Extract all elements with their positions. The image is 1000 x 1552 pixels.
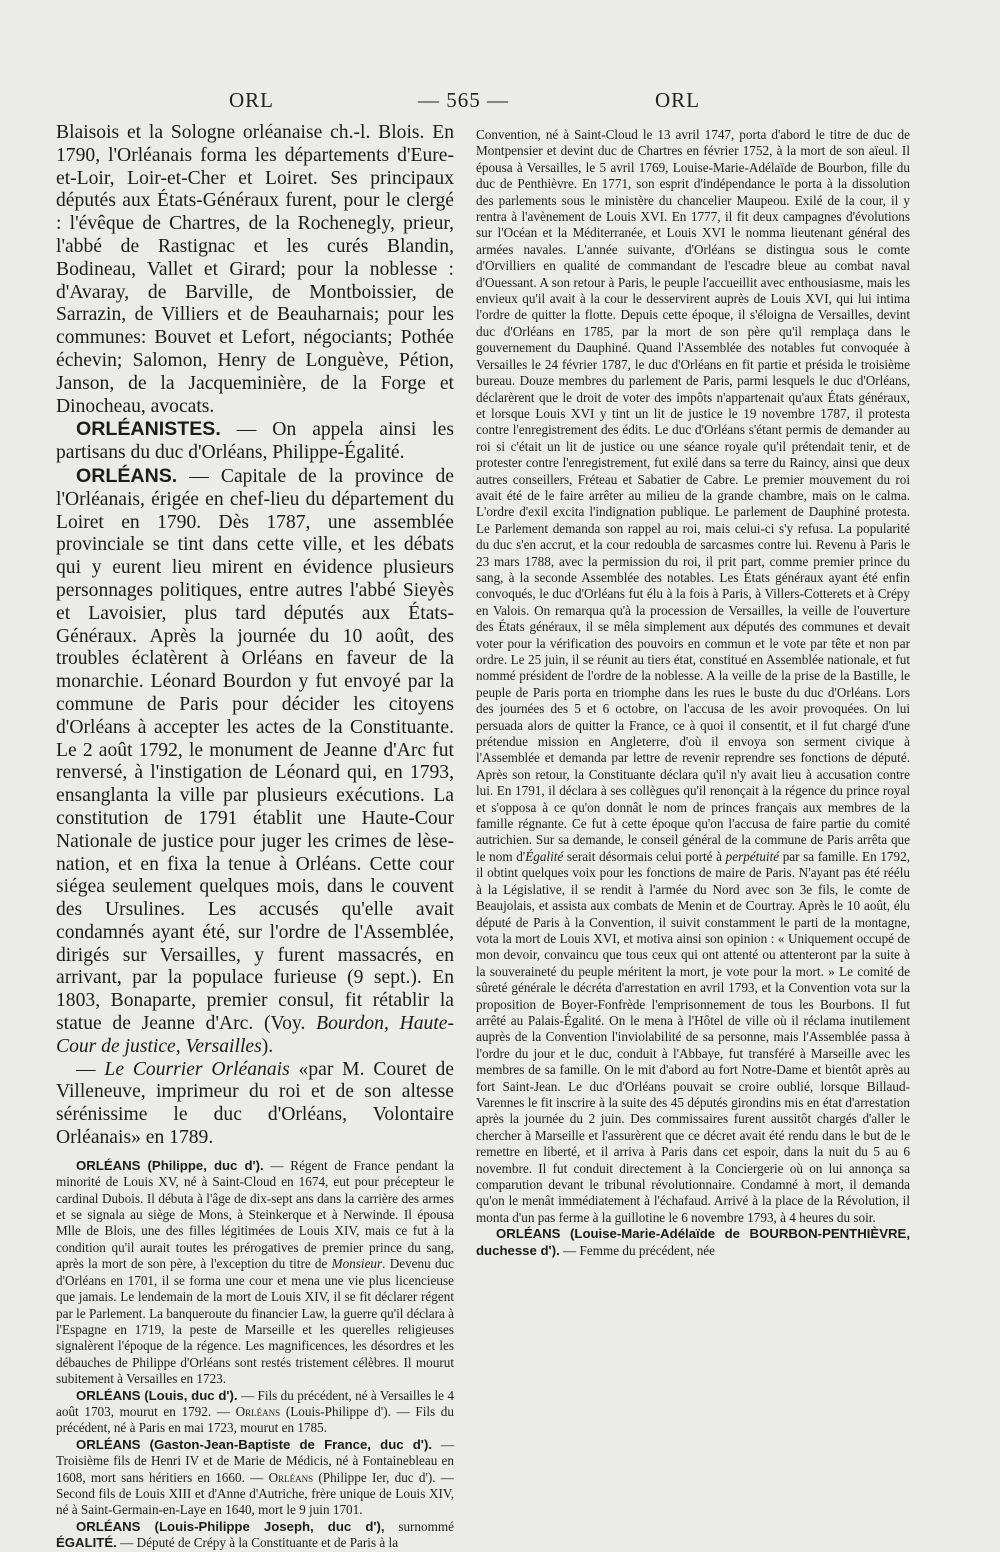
entry-philippe-regent: ORLÉANS (Philippe, duc d'). — Régent de France pendant la minorité de Louis XV, né à Saint-Cloud en 1674, eut pour précepteur le cardinal Dubois. Il débuta à l'âge de dix-sept ans dans la carrière des armes et se signala au siège de Mons, à Steinkerque et à Nerwinde. Il épousa Mlle de Blois, une des filles légitimées de Louis XIV, mais ce fut à la condition qu'il aurait toutes les prérogatives de premier prince du sang, après la mort de son père, à l'exception du titre de Monsieur. Devenu duc d'Orléans en 1701, il se forma une cour et mena une vie plus licencieuse que jamais. Le lendemain de la mort de Louis XIV, il se fit déclarer régent par le Parlement. La banqueroute du financier Law, la guerre qu'il déclara à l'Espagne en 1719, la peste de Marseille et les querelles religieuses signalèrent l'époque de la régence. Les magnificences, les désordres et les débauches de Philippe d'Orléans sont restés tristement célèbres. Il mourut subitement à Versailles en 1723. [56, 1157, 454, 1387]
entry-philippe-egalite-continued: Convention, né à Saint-Cloud le 13 avril 1747, porta d'abord le titre de duc de Montpensier et devint duc de Chartres en février 1752, à la mort de son aïeul. Il épousa à Versailles, le 5 avril 1769, Louise-Marie-Adélaïde de Bourbon, fille du duc de Penthièvre. En 1771, son esprit d'indépendance le porta à la dissolution des parlements sous le ministère du chancelier Maupeou. Exilé de la cour, il y rentra à l'avènement de Louis XVI. En 1777, il fit deux campagnes d'évolutions sur l'Océan et la Méditerranée, et Louis XVI le nomma lieutenant général des armées navales. L'année suivante, d'Orléans se distingua sous le comte d'Orvilliers en qualité de commandant de l'escadre bleue au combat naval d'Ouessant. A son retour à Paris, le peuple l'accueillit avec enthousiasme, mais les envieux qu'il avait à la cour le desservirent auprès de Louis XVI, qui lui intima l'ordre de quitter la flotte. Depuis cette époque, il s'éloigna de Versailles, devint duc d'Orléans en 1785, par la mort de son père qu'il remplaça dans le gouvernement du Dauphiné. Quand l'Assemblée des notables fut convoquée à Versailles le 24 février 1787, le duc d'Orléans en fit partie et présida le troisième bureau. Douze membres du parlement de Paris, parmi lesquels le duc d'Orléans, déclarèrent que le droit de voter des impôts n'appartenait qu'aux États généraux, et lorsque Louis XVI y tint un lit de justice le 19 novembre 1787, il protesta contre l'enregistrement des édits. Le duc d'Orléans s'étant permis de demander au roi si c'était un lit de justice ou une séance royale qu'il prétendait tenir, et de protester contre l'enregistrement, fut exilé dans sa terre du Raincy, ainsi que deux autres conseillers, Fréteau et Sabatier de Cabre. Le premier mouvement du roi avait été de le faire arrêter au milieu de la grande chambre, mais on le calma. L'ordre d'exil excita l'indignation publique. Le parlement de Dauphiné protesta. Le Parlement demanda son rappel au roi, mais celui-ci s'y refusa. La popularité du duc s'en accrut, et la cour redoubla de sarcasmes contre lui. Revenu à Paris le 23 mars 1788, avec la permission du roi, il prit part, comme premier prince du sang, à la seconde Assemblée des notables. Les États généraux ayant été enfin convoqués, le duc d'Orléans fut élu à la fois à Paris, à Villers-Cotterets et à Crépy en Valois. On remarqua qu'à la procession de Versailles, la veille de l'ouverture des États généraux, il se mêla simplement aux députés des communes et devait voter pour la vérification des pouvoirs en commun et le vote par tête et non par ordre. Le 25 juin, il se réunit au tiers état, constitué en Assemblée nationale, et fut nommé président de l'ordre de la noblesse. A la veille de la prise de la Bastille, le peuple de Paris porta en triomphe dans les rues le buste du duc d'Orléans. Lors des journées des 5 et 6 octobre, on l'accusa de les avoir provoquées. On lui persuada alors de quitter la France, ce à quoi il consentit, et il fut chargé d'une prétendue mission en Angleterre, d'où il envoya son serment civique à l'Assemblée et demanda par lettre de revenir reprendre ses fonctions de député. Après son retour, la Constituante déclara qu'il n'y avait lieu à accusation contre lui. En 1791, il déclara à ses collègues qu'il renonçait à la régence du prince royal et s'opposa à ce qu'on donnât le nom de princes français aux membres de la famille régnante. Ce fut à cette époque qu'on l'accusa de faire partie du comité autrichien. Sur sa demande, le conseil général de la commune de Paris arrêta que le nom d'Égalité serait désormais celui porté à perpétuité par sa famille. En 1792, il obtint quelques voix pour les fonctions de maire de Paris. N'ayant pas été réélu à la Législative, il se rendit à l'armée du Nord avec son 3e fils, le comte de Beaujolais, et assista aux combats de Menin et de Courtray. Après le 10 août, élu député de Paris à la Convention, il suivit constamment le parti de la montagne, vota la mort de Louis XVI, et motiva ainsi son opinion : « Uniquement occupé de mon devoir, convaincu que tous ceux qui ont attenté ou attenteront par la suite à la souveraineté du peuple méritent la mort, je vote pour la mort. » Le comité de sûreté générale le décréta d'arrestation en avril 1793, et la Convention vota sur la proposition de Boyer-Fonfrède l'emprisonnement de tous les Bourbons. Il fut arrêté au Palais-Égalité. On le mena à l'Hôtel de ville où il réclama inutilement auprès de la Convention l'inviolabilité de sa personne, mais l'Assemblée passa à l'ordre du jour et le duc, conduit à l'Abbaye, fut transféré à Marseille avec les membres de sa famille. On le mit d'abord au fort Notre-Dame et bientôt après au fort Saint-Jean. Le duc d'Orléans pouvait se croire oublié, lorsque Billaud-Varennes le fit inscrire à la suite des 45 députés girondins mis en état d'arrestation après la journée du 2 juin. Des commissaires furent aussitôt chargés d'aller le chercher à Marseille et l'assurèrent que ce décret avait été rendu dans le but de le remettre en liberté, et il arriva à Paris dans cet espoir, dans la nuit du 5 au 6 novembre. Il fut conduit directement à la Conciergerie où on lui annonça sa comparution devant le tribunal révolutionnaire. Condamné à mort, il demanda qu'on le menât immédiatement à l'échafaud. Arrivé à la place de la Révolution, il monta d'un pas ferme à la guillotine le 6 novembre 1793, à 4 heures du soir. [476, 127, 910, 1225]
entry-orleanistes: ORLÉANISTES. — On appela ainsi les partisans du duc d'Orléans, Philippe-Égalité. [56, 418, 454, 464]
entry-headword: ORLÉANS (Louis, duc d'). [76, 1387, 238, 1403]
right-column [476, 127, 910, 1372]
entry-headword: ORLÉANISTES. [76, 418, 221, 441]
entry-headword: ORLÉANS (Gaston-Jean-Baptiste de France, duc d'). [76, 1436, 433, 1452]
entry-headword: ORLÉANS (Philippe, duc d'). [76, 1157, 264, 1173]
entry-orleans-city: ORLÉANS. — Capitale de la province de l'Orléanais, érigée en chef-lieu du département du Loiret en 1790. Dès 1787, une assemblée provinciale se tint dans cette ville, et les débats qui y eurent lieu mirent en évidence plusieurs personnages politiques, entre autres l'abbé Sieyès et Lavoisier, plus tard députés aux États-Généraux. Après la journée du 10 août, des troubles éclatèrent à Orléans en faveur de la monarchie. Léonard Bourdon y fut envoyé par la commune de Paris pour décider les citoyens d'Orléans à accepter les actes de la Constituante. Le 2 août 1792, le monument de Jeanne d'Arc fut renversé, à l'instigation de Léonard qui, en 1793, ensanglanta la ville par plusieurs exécutions. La constitution de 1791 établit une Haute-Cour Nationale de justice pour juger les crimes de lèse-nation, et en fixa la tenue à Orléans. Cette cour siégea seulement quelques mois, dans le couvent des Ursulines. Les accusés qu'elle avait condamnés ayant été, sur l'ordre de l'Assemblée, dirigés sur Versailles, y furent massacrés, en arrivant, par la populace furieuse (9 sept.). En 1803, Bonaparte, premier consul, fit rétablir la statue de Jeanne d'Arc. (Voy. Bourdon, Haute-Cour de justice, Versailles). [56, 464, 454, 1057]
entry-gaston: ORLÉANS (Gaston-Jean-Baptiste de France, duc d'). — Troisième fils de Henri IV et de Marie de Médicis, né à Fontainebleau en 1608, mort sans héritiers en 1660. — Orléans (Philippe Ier, duc d'). — Second fils de Louis XIII et d'Anne d'Autriche, frère unique de Louis XIV, né à Saint-Germain-en-Laye en 1640, mort le 9 juin 1701. [56, 1436, 455, 1518]
entry-headword: ORLÉANS. [76, 464, 178, 487]
entry-headword: ORLÉANS (Louise-Marie-Adélaïde de BOURBON-PENTHIÈVRE, duchesse d'). [476, 1226, 910, 1258]
paragraph-orleanais-continued: Blaisois et la Sologne orléanaise ch.-l. Blois. En 1790, l'Orléanais forma les départements d'Eure-et-Loir, Loir-et-Cher et Loiret. Ses principaux députés aux États-Généraux furent, pour le clergé : l'évêque de Chartres, de la Rochenegly, prieur, l'abbé de Rastignac et les curés Blandin, Bodineau, Vallet et Girard; pour la noblesse : d'Avaray, de Barville, de Montboissier, de Sarrazin, de Villiers et de Beauharnais; pour les communes: Bouvet et Lefort, négociants; Pothée échevin; Salomon, Henry de Longuève, Pétion, Janson, de la Jacqueminière, de la Forge et Dinocheau, avocats. [56, 122, 454, 417]
entry-headword: ORLÉANS (Louis-Philippe Joseph, duc d'), [76, 1518, 385, 1534]
entry-louis-duc: ORLÉANS (Louis, duc d'). — Fils du précédent, né à Versailles le 4 août 1703, mourut en 1792. — Orléans (Louis-Philippe d'). — Fils du précédent, né à Paris en mai 1723, mourut en 1785. [56, 1387, 454, 1436]
left-column [56, 122, 455, 1551]
running-head-right: ORL [655, 88, 700, 112]
cross-reference: Bourdon, Haute-Cour de justice, Versailles [56, 1013, 454, 1057]
running-head-left: ORL [229, 88, 274, 112]
page-number: — 565 — [418, 88, 509, 112]
entry-philippe-egalite: ORLÉANS (Louis-Philippe Joseph, duc d'), surnommé ÉGALITÉ. — Député de Crépy à la Constituante et de Paris à la [56, 1518, 454, 1551]
entry-louise-marie-adelaide: ORLÉANS (Louise-Marie-Adélaïde de BOURBON-PENTHIÈVRE, duchesse d'). — Femme du précédent, née [476, 1226, 910, 1258]
paragraph-courrier-orleanais: — Le Courrier Orléanais «par M. Couret de Villeneuve, imprimeur du roi et de son altesse sérénissime le duc d'Orléans, Volontaire Orléanais» en 1789. [56, 1058, 454, 1149]
